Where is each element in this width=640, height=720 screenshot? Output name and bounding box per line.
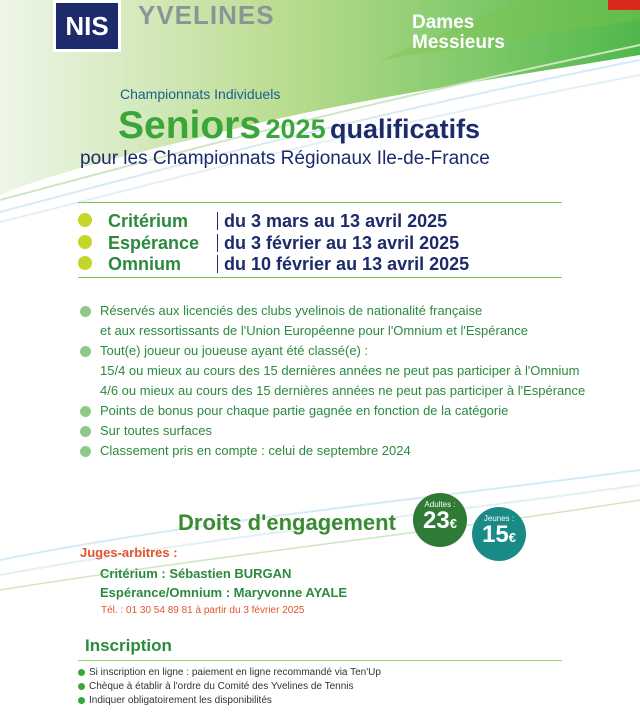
competition-name: Critérium <box>108 211 189 231</box>
competition-separator <box>217 212 218 230</box>
bullet-icon <box>78 683 85 690</box>
check-icon <box>78 669 85 676</box>
adult-price-badge <box>413 493 467 547</box>
rule-text: Classement pris en compte : celui de septembre 2024 <box>100 443 411 458</box>
title-year: 2025 <box>265 114 326 144</box>
title-seniors: Seniors <box>118 104 262 147</box>
adult-label: Adultes : <box>424 500 456 509</box>
bullet-icon <box>80 346 91 357</box>
inscription-title: Inscription <box>85 636 172 655</box>
referee-phone: Tél. : 01 30 54 89 81 à partir du 3 février 2025 <box>101 605 305 616</box>
competition-name: Omnium <box>108 254 182 274</box>
title-qualifier: qualificatifs <box>330 114 481 144</box>
tennis-ball-icon <box>78 235 92 249</box>
category-labels <box>412 13 505 53</box>
divider-bottom <box>78 277 562 278</box>
category-dames: Dames <box>412 12 475 33</box>
bullet-icon <box>80 426 91 437</box>
competition-esperance <box>78 233 598 253</box>
rule-text: 15/4 ou mieux au cours des 15 dernières années ne peut pas participer à l'Omnium <box>100 363 580 378</box>
rule-text: Tout(e) joueur ou joueuse ayant été classé(e) : <box>100 343 369 358</box>
tennis-ball-icon <box>78 213 92 227</box>
inscription-divider <box>78 660 562 661</box>
competition-separator <box>217 255 218 273</box>
competition-dates: du 3 février au 13 avril 2025 <box>224 233 460 253</box>
young-price-badge <box>472 507 526 561</box>
inscription-text: Chèque à établir à l'ordre du Comité des Yvelines de Tennis <box>89 681 354 692</box>
rule-text: et aux ressortissants de l'Union Européenne pour l'Omnium et l'Espérance <box>100 323 529 338</box>
rule-text: Sur toutes surfaces <box>100 423 212 438</box>
competition-separator <box>217 234 218 252</box>
inscription-text: Si inscription en ligne : paiement en ligne recommandé via Ten'Up <box>89 667 381 678</box>
page-title <box>118 104 480 148</box>
inscription-item <box>78 681 353 692</box>
tennis-ball-icon <box>78 256 92 270</box>
title-line2: pour les Championnats Régionaux Ile-de-France <box>80 148 490 169</box>
referee-criterium: Critérium : Sébastien BURGAN <box>100 566 292 581</box>
org-name: YVELINES <box>138 0 275 30</box>
rule-text: 4/6 ou mieux au cours des 15 dernières années ne peut pas participer à l'Espérance <box>100 383 586 398</box>
bullet-icon <box>80 446 91 457</box>
competition-omnium <box>78 254 598 274</box>
rule-text: Points de bonus pour chaque partie gagnée en fonction de la catégorie <box>100 403 509 418</box>
adult-amount: 23€ <box>423 507 457 534</box>
divider-top <box>78 202 562 203</box>
rule-text: Réservés aux licenciés des clubs yvelinois de nationalité française <box>100 303 483 318</box>
nis-logo: NIS <box>53 0 121 52</box>
referee-esperance: Espérance/Omnium : Maryvonne AYALE <box>100 585 348 600</box>
competition-criterium <box>78 211 598 231</box>
title-subtitle: Championnats Individuels <box>120 86 281 102</box>
category-messieurs: Messieurs <box>412 32 505 53</box>
young-amount: 15€ <box>482 521 516 548</box>
competition-name: Espérance <box>108 233 200 253</box>
young-label: Jeunes : <box>483 514 515 523</box>
inscription-item <box>78 695 272 706</box>
competition-dates: du 3 mars au 13 avril 2025 <box>224 211 448 231</box>
fees-title: Droits d'engagement <box>178 510 396 535</box>
inscription-text: Indiquer obligatoirement les disponibilités <box>89 695 272 706</box>
bullet-icon <box>80 306 91 317</box>
inscription-item <box>78 667 381 678</box>
competition-dates: du 10 février au 13 avril 2025 <box>224 254 470 274</box>
bullet-icon <box>78 697 85 704</box>
bullet-icon <box>80 406 91 417</box>
referees-title: Juges-arbitres : <box>80 545 178 560</box>
